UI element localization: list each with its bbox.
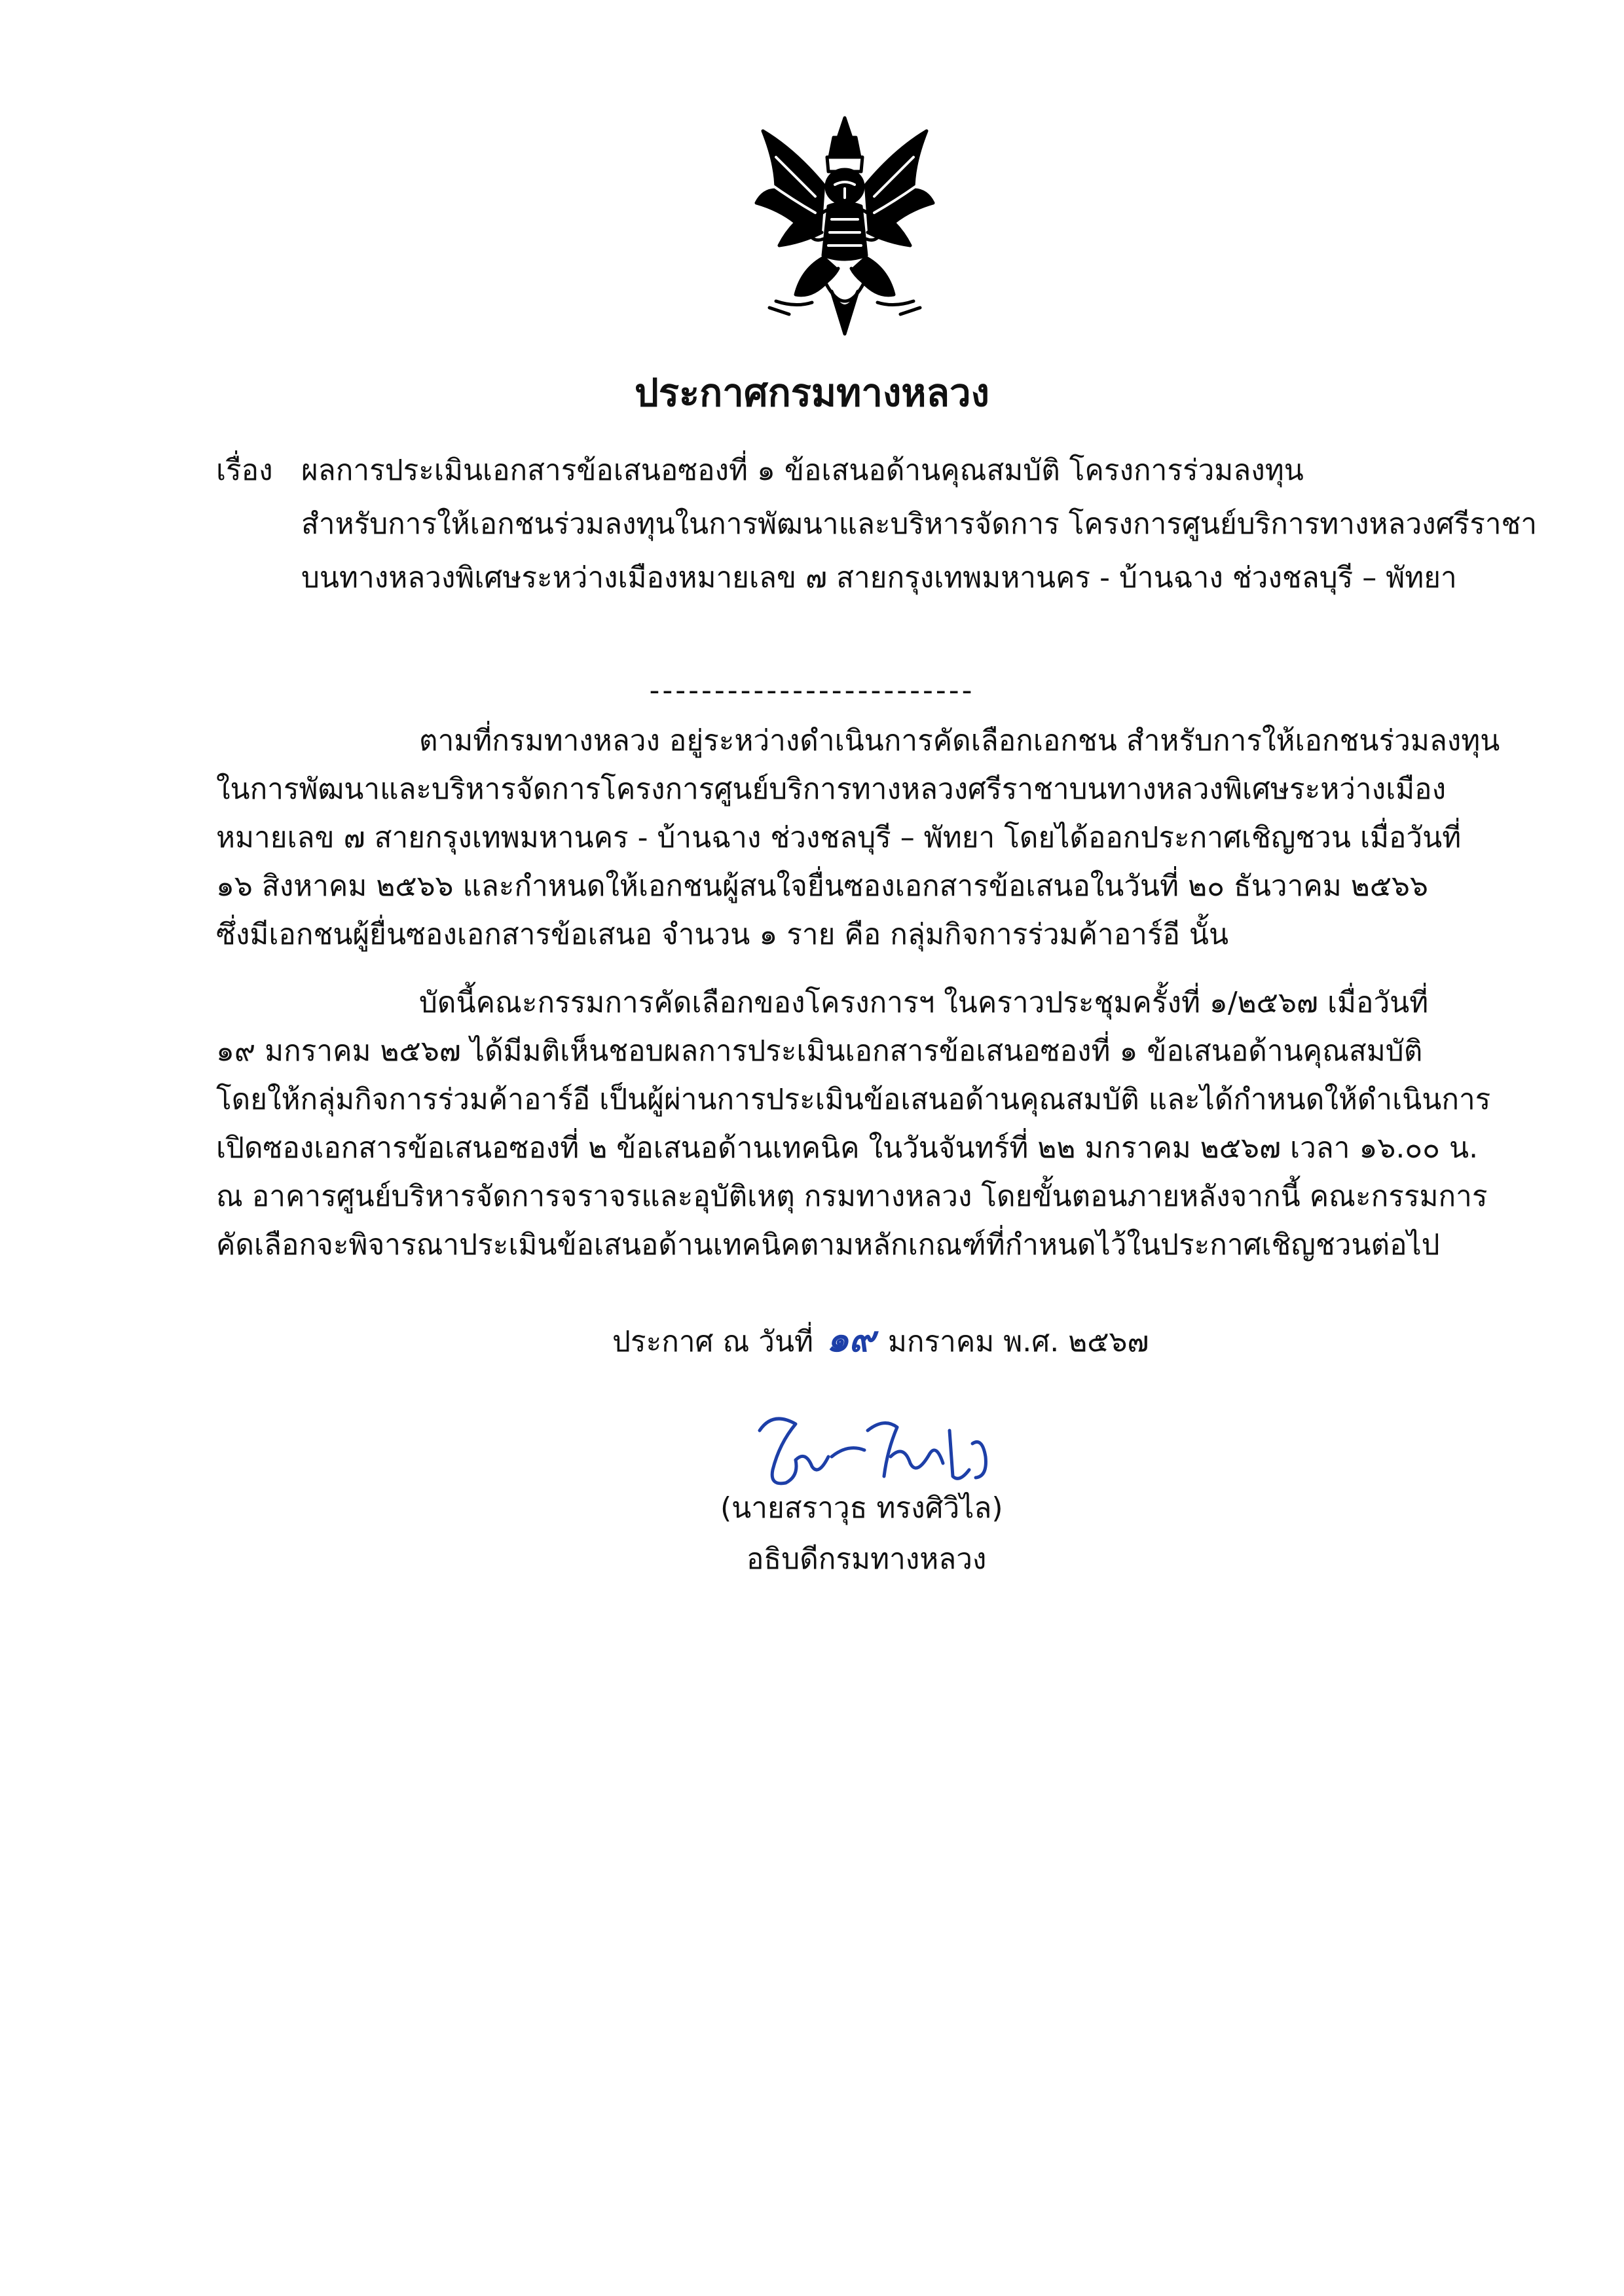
paragraph-line: คัดเลือกจะพิจารณาประเมินข้อเสนอด้านเทคนิคตามหลักเกณฑ์ที่กำหนดไว้ในประกาศเชิญชวนต่อไป	[216, 1228, 1440, 1262]
paragraph-line: หมายเลข ๗ สายกรุงเทพมหานคร - บ้านฉาง ช่วงชลบุรี – พัทยา โดยได้ออกประกาศเชิญชวน เมื่อวันที่	[216, 821, 1462, 854]
body-paragraph-1	[216, 717, 1500, 959]
paragraph-line: เปิดซองเอกสารข้อเสนอซองที่ ๒ ข้อเสนอด้านเทคนิค ในวันจันทร์ที่ ๒๒ มกราคม ๒๕๖๗ เวลา ๑๖.๐๐ น.	[216, 1131, 1479, 1165]
signatory-name: (นายสราวุธ ทรงศิวิไล)	[720, 1491, 1003, 1525]
paragraph-line: ในการพัฒนาและบริหารจัดการโครงการศูนย์บริการทางหลวงศรีราชาบนทางหลวงพิเศษระหว่างเมือง	[216, 773, 1447, 806]
subject-line: สำหรับการให้เอกชนร่วมลงทุนในการพัฒนาและบริหารจัดการ โครงการศูนย์บริการทางหลวงศรีราชา	[301, 507, 1538, 541]
body-paragraph-2	[216, 979, 1491, 1269]
paragraph-line: ณ อาคารศูนย์บริหารจัดการจราจรและอุบัติเหตุ กรมทางหลวง โดยขั้นตอนภายหลังจากนี้ คณะกรรมการ	[216, 1180, 1488, 1213]
paragraph-line: ๑๙ มกราคม ๒๕๖๗ ได้มีมติเห็นชอบผลการประเมินเอกสารข้อเสนอซองที่ ๑ ข้อเสนอด้านคุณสมบัติ	[216, 1034, 1423, 1068]
garuda-emblem-icon	[750, 111, 940, 340]
subject-line: บนทางหลวงพิเศษระหว่างเมืองหมายเลข ๗ สายกรุงเทพมหานคร - บ้านฉาง ช่วงชลบุรี – พัทยา	[301, 561, 1457, 594]
handwritten-signature-icon	[733, 1404, 1008, 1496]
paragraph-line: ซึ่งมีเอกชนผู้ยื่นซองเอกสารข้อเสนอ จำนวน ๑ ราย คือ กลุ่มกิจการร่วมค้าอาร์อี นั้น	[216, 918, 1229, 951]
announcement-day-handwritten: ๑๙	[826, 1318, 875, 1360]
announcement-suffix: มกราคม พ.ศ. ๒๕๖๗	[887, 1325, 1149, 1358]
announcement-date	[612, 1316, 1149, 1365]
document-title: ประกาศกรมทางหลวง	[635, 371, 989, 415]
announcement-prefix: ประกาศ ณ วันที่	[612, 1325, 814, 1358]
paragraph-line: ตามที่กรมทางหลวง อยู่ระหว่างดำเนินการคัดเลือกเอกชน สำหรับการให้เอกชนร่วมลงทุน	[419, 724, 1500, 757]
section-divider: -------------------------	[649, 674, 975, 707]
paragraph-line: โดยให้กลุ่มกิจการร่วมค้าอาร์อี เป็นผู้ผ่านการประเมินข้อเสนอด้านคุณสมบัติ และได้กำหนดให้ดำเนินการ	[216, 1083, 1491, 1116]
signatory-position: อธิบดีกรมทางหลวง	[747, 1542, 987, 1576]
subject-line: ผลการประเมินเอกสารข้อเสนอซองที่ ๑ ข้อเสนอด้านคุณสมบัติ โครงการร่วมลงทุน	[301, 454, 1304, 487]
subject-lines	[301, 444, 1538, 605]
paragraph-line: ๑๖ สิงหาคม ๒๕๖๖ และกำหนดให้เอกชนผู้สนใจยื่นซองเอกสารข้อเสนอในวันที่ ๒๐ ธันวาคม ๒๕๖๖	[216, 869, 1428, 903]
subject-label: เรื่อง	[216, 454, 273, 487]
paragraph-line: บัดนี้คณะกรรมการคัดเลือกของโครงการฯ ในคราวประชุมครั้งที่ ๑/๒๕๖๗ เมื่อวันที่	[419, 986, 1429, 1019]
